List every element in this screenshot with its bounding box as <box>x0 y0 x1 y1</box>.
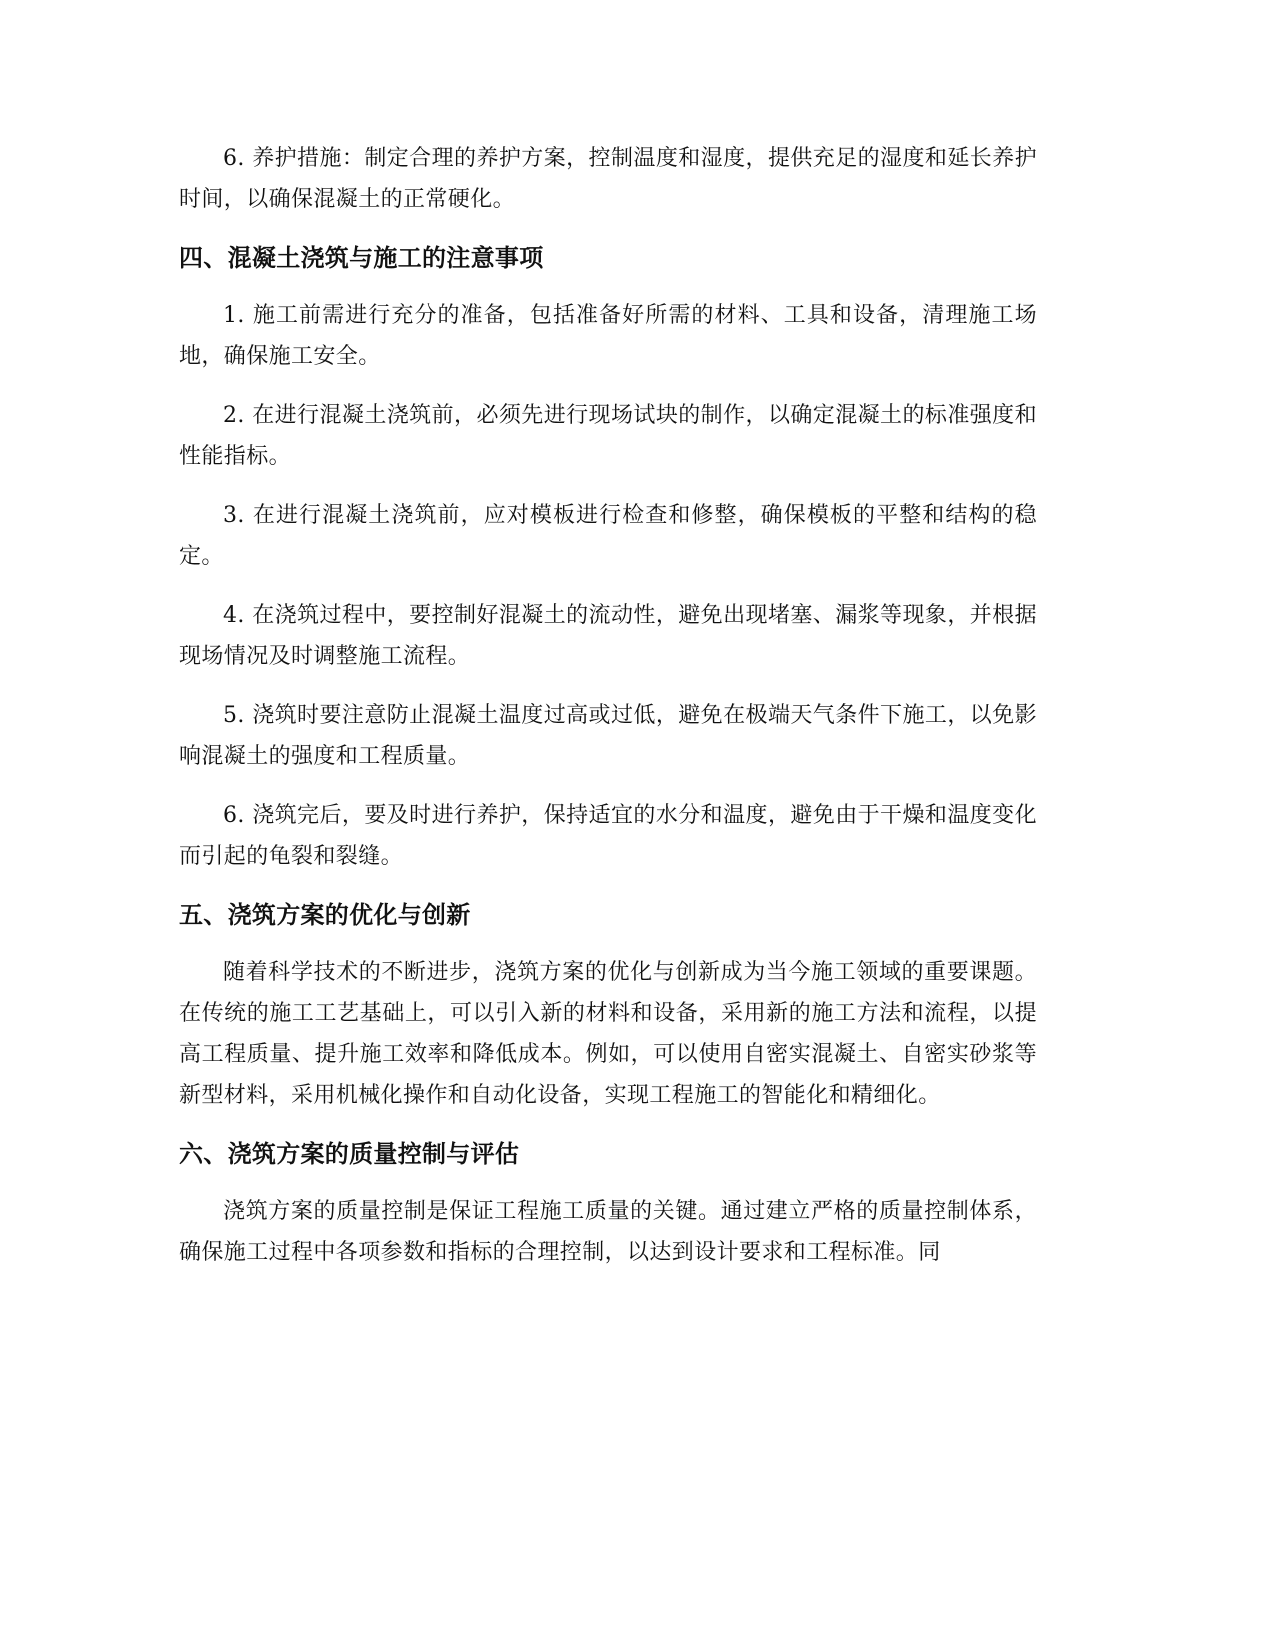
paragraph-item-6: 6. 浇筑完后，要及时进行养护，保持适宜的水分和温度，避免由于干燥和温度变化而引起的龟裂和裂缝。 <box>179 803 1037 869</box>
paragraph-item-4: 4. 在浇筑过程中，要控制好混凝土的流动性，避免出现堵塞、漏浆等现象，并根据现场情况及时调整施工流程。 <box>179 603 1037 669</box>
section-heading-6: 六、浇筑方案的质量控制与评估 <box>179 1140 520 1168</box>
paragraph-optimization: 随着科学技术的不断进步，浇筑方案的优化与创新成为当今施工领域的重要课题。在传统的施工工艺基础上，可以引入新的材料和设备，采用新的施工方法和流程，以提高工程质量、提升施工效率和降低成本。例如，可以使用自密实混凝土、自密实砂浆等新型材料，采用机械化操作和自动化设备，实现工程施工的智能化和精细化。 <box>179 960 1037 1108</box>
paragraph-quality-control: 浇筑方案的质量控制是保证工程施工质量的关键。通过建立严格的质量控制体系，确保施工过程中各项参数和指标的合理控制，以达到设计要求和工程标准。同 <box>179 1199 1037 1265</box>
paragraph-item-3: 3. 在进行混凝土浇筑前，应对模板进行检查和修整，确保模板的平整和结构的稳定。 <box>179 503 1037 569</box>
section-heading-4: 四、混凝土浇筑与施工的注意事项 <box>179 244 544 272</box>
paragraph-item-1: 1. 施工前需进行充分的准备，包括准备好所需的材料、工具和设备，清理施工场地，确保施工安全。 <box>179 303 1037 369</box>
paragraph-item-5: 5. 浇筑时要注意防止混凝土温度过高或过低，避免在极端天气条件下施工，以免影响混凝土的强度和工程质量。 <box>179 703 1037 769</box>
paragraph-item-2: 2. 在进行混凝土浇筑前，必须先进行现场试块的制作，以确定混凝土的标准强度和性能指标。 <box>179 403 1037 469</box>
paragraph-curing-measures: 6. 养护措施：制定合理的养护方案，控制温度和湿度，提供充足的湿度和延长养护时间，以确保混凝土的正常硬化。 <box>179 146 1037 212</box>
document-page <box>179 138 1037 1291</box>
section-heading-5: 五、浇筑方案的优化与创新 <box>179 901 471 929</box>
